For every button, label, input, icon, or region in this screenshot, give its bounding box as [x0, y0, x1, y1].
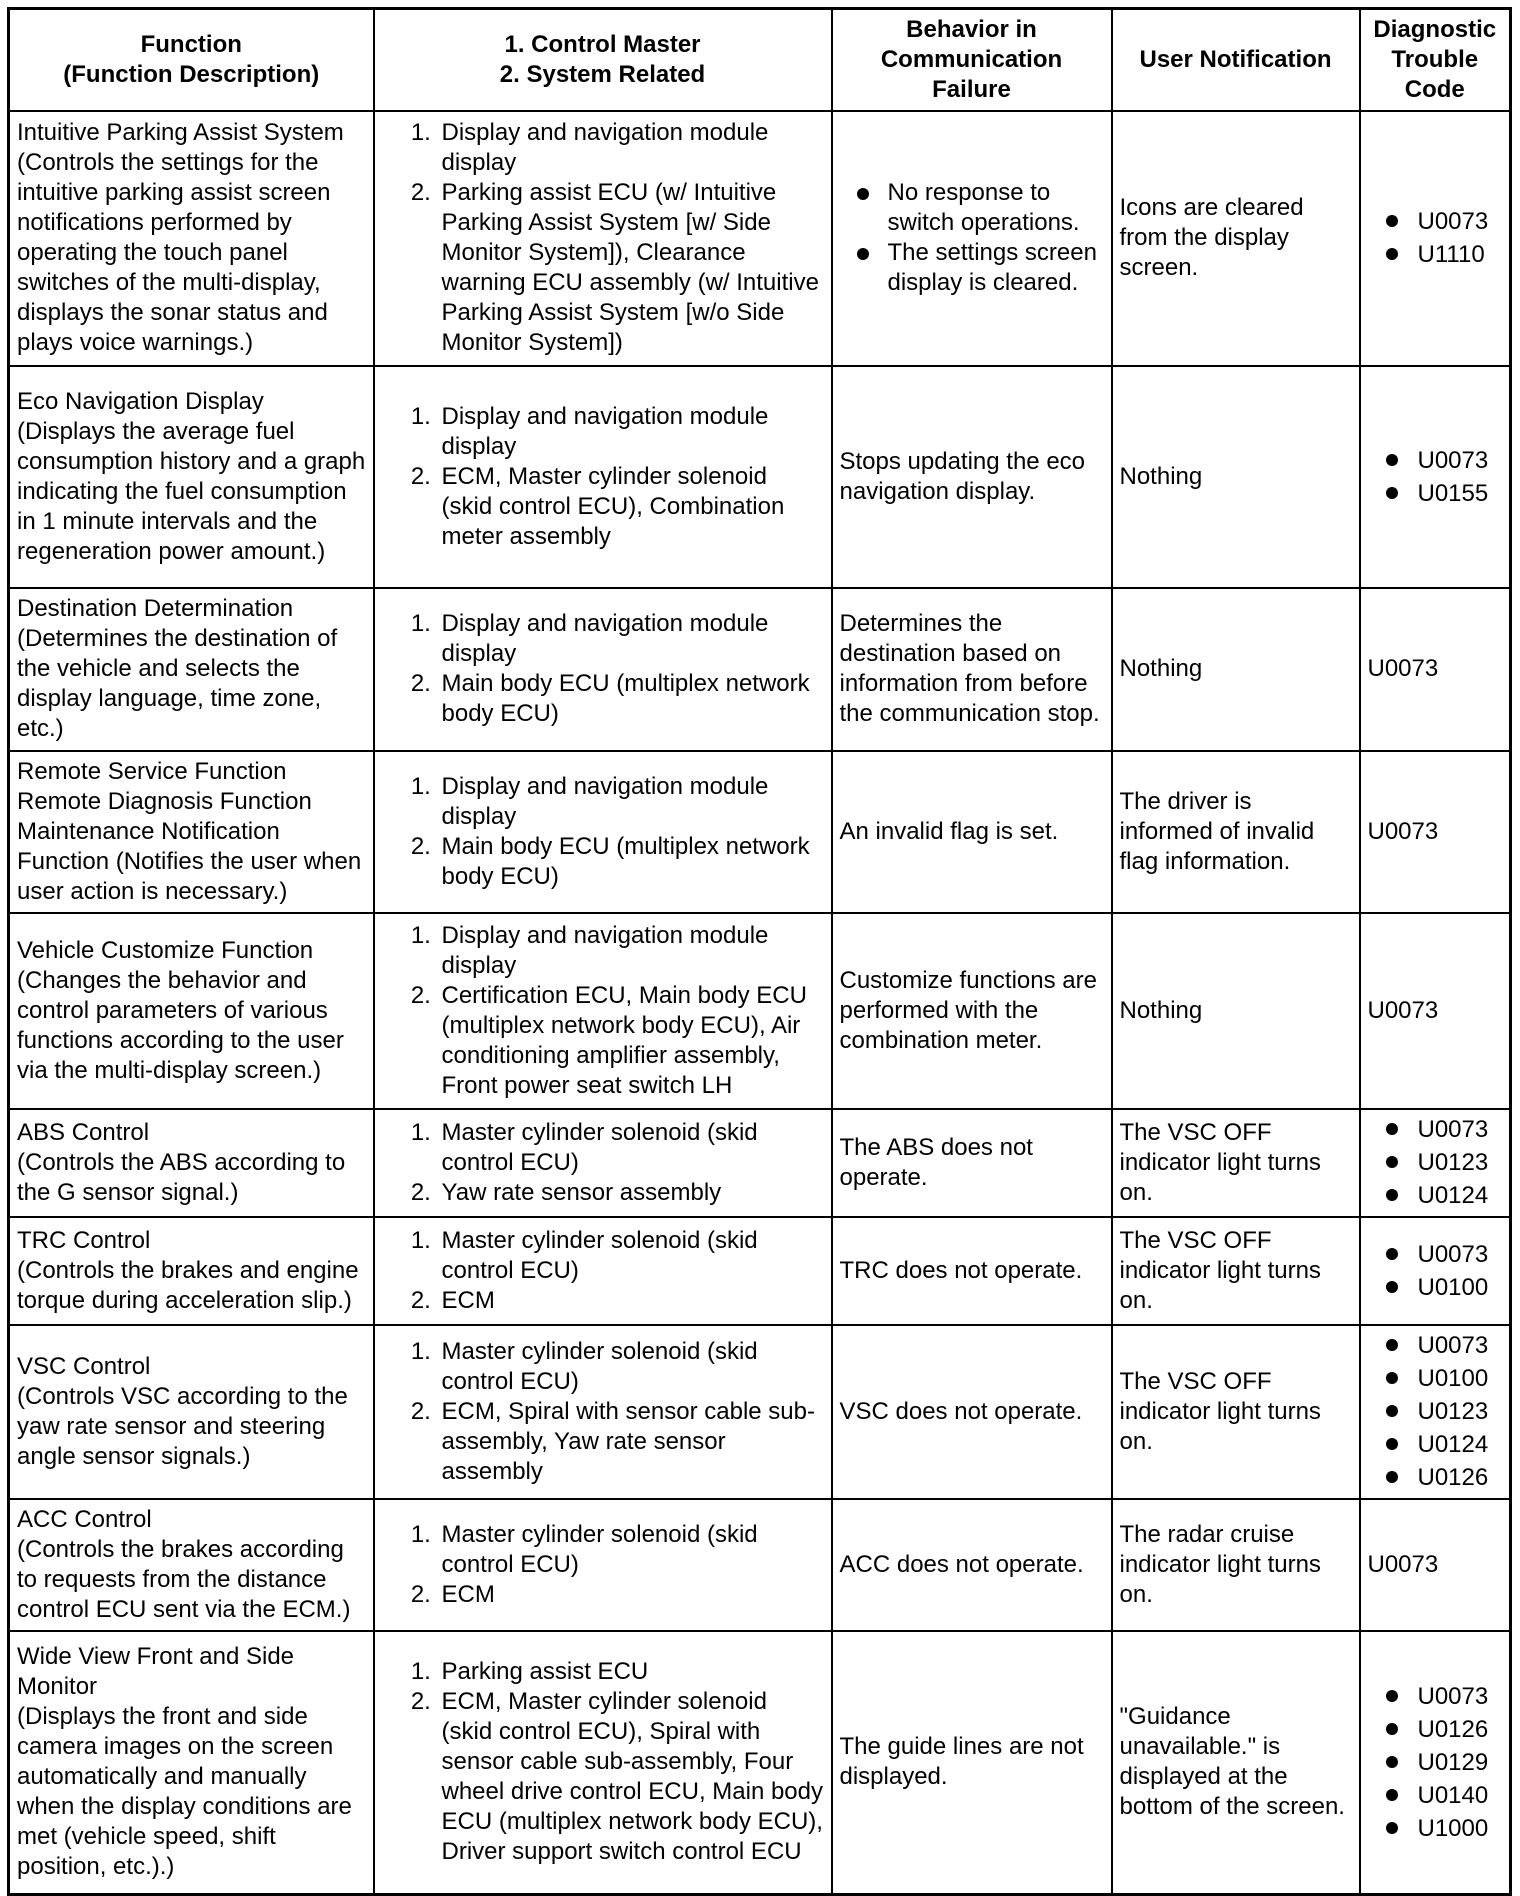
dtc-code: U0073: [1418, 205, 1503, 238]
user-notification-cell: [1112, 588, 1360, 751]
behavior-text: Customize functions are performed with the combination meter.: [839, 966, 1097, 1054]
behavior-cell: [832, 1217, 1112, 1325]
control-master-cell: [374, 366, 832, 588]
user-notification-cell: [1112, 751, 1360, 913]
control-list-item: 1. Display and navigation module display: [438, 921, 824, 981]
dtc-cell: [1360, 366, 1511, 588]
dtc-code: U0123: [1418, 1395, 1503, 1428]
function-description: Remote Diagnosis Function Maintenance Notification Function (Notifies the user when user action is necessary.): [17, 787, 362, 905]
user-notification-text: The VSC OFF indicator light turns on.: [1119, 1367, 1321, 1455]
control-list-item: 1. Master cylinder solenoid (skid control ECU): [438, 1226, 824, 1286]
control-list-item: 1. Display and navigation module display: [438, 609, 824, 669]
function-cell: [9, 588, 374, 751]
function-title: Intuitive Parking Assist System: [17, 119, 344, 146]
dtc-code: U0126: [1418, 1713, 1503, 1746]
control-list-item: 2. ECM: [438, 1286, 824, 1316]
user-notification-cell: [1112, 366, 1360, 588]
function-description: (Controls the ABS according to the G sensor signal.): [17, 1148, 346, 1206]
function-description: (Controls the brakes and engine torque during acceleration slip.): [17, 1256, 359, 1314]
dtc-code: U0073: [1418, 1680, 1503, 1713]
table-row: [9, 111, 1511, 366]
user-notification-cell: [1112, 1217, 1360, 1325]
table-body: [9, 111, 1511, 1895]
control-list-item: 1. Display and navigation module display: [438, 772, 824, 832]
control-list: [382, 402, 824, 552]
control-list: [382, 1118, 824, 1208]
function-title: Eco Navigation Display: [17, 387, 264, 415]
table-row: [9, 1109, 1511, 1217]
control-master-cell: [374, 1217, 832, 1325]
dtc-list: [1368, 1680, 1503, 1845]
table-row: [9, 366, 1511, 588]
control-list: [382, 921, 824, 1101]
user-notification-text: The driver is informed of invalid flag information.: [1119, 787, 1315, 875]
control-list: [382, 1520, 824, 1610]
table-row: [9, 913, 1511, 1109]
function-cell: [9, 1631, 374, 1895]
dtc-code: U0124: [1418, 1428, 1503, 1461]
dtc-code: U0073: [1418, 444, 1503, 477]
control-list-item: 2. ECM, Master cylinder solenoid (skid control ECU), Spiral with sensor cable sub-assembly, Four wheel drive control ECU, Main body ECU (multiplex network body ECU), Driver support switch control ECU: [438, 1687, 824, 1867]
behavior-text: An invalid flag is set.: [839, 817, 1059, 845]
behavior-text: TRC does not operate.: [839, 1256, 1083, 1284]
dtc-list: [1368, 1113, 1503, 1212]
behavior-cell: [832, 1499, 1112, 1631]
function-description: (Changes the behavior and control parameters of various functions according to the user via the multi-display screen.): [17, 966, 344, 1084]
function-description: (Controls the brakes according to requests from the distance control ECU sent via the ECM.): [17, 1535, 351, 1623]
user-notification-cell: [1112, 1325, 1360, 1499]
dtc-cell: [1360, 1109, 1511, 1217]
control-list-item: 2. Main body ECU (multiplex network body ECU): [438, 832, 824, 892]
function-cell: [9, 1499, 374, 1631]
behavior-list-item: No response to switch operations.: [888, 178, 1104, 238]
user-notification-cell: [1112, 1631, 1360, 1895]
control-list: [382, 1337, 824, 1487]
function-cell: [9, 1217, 374, 1325]
control-list-item: 1. Master cylinder solenoid (skid control ECU): [438, 1118, 824, 1178]
behavior-cell: [832, 913, 1112, 1109]
control-list: [382, 772, 824, 892]
table-row: [9, 588, 1511, 751]
function-title: VSC Control: [17, 1352, 151, 1380]
function-title: TRC Control: [17, 1226, 151, 1254]
behavior-list-item: The settings screen display is cleared.: [888, 238, 1104, 298]
behavior-cell: [832, 1631, 1112, 1895]
control-master-cell: [374, 1499, 832, 1631]
control-list: [382, 609, 824, 729]
control-list: [382, 1657, 824, 1867]
dtc-code: U0073: [1367, 817, 1439, 845]
dtc-code: U0124: [1418, 1179, 1503, 1212]
dtc-cell: [1360, 913, 1511, 1109]
dtc-code: U0129: [1418, 1746, 1503, 1779]
table-row: [9, 1325, 1511, 1499]
control-list-item: 2. ECM, Spiral with sensor cable sub-assembly, Yaw rate sensor assembly: [438, 1397, 824, 1487]
control-list-item: 2. Parking assist ECU (w/ Intuitive Parking Assist System [w/ Side Monitor System]), Clearance warning ECU assembly (w/ Intuitive Parking Assist System [w/o Side Monitor System]): [438, 178, 824, 358]
function-description: (Displays the front and side camera images on the screen automatically and manually when the display conditions are met (vehicle speed, shift position, etc.).): [17, 1703, 352, 1881]
function-cell: [9, 913, 374, 1109]
user-notification-cell: [1112, 1109, 1360, 1217]
control-list-item: 2. ECM: [438, 1580, 824, 1610]
dtc-code: U1000: [1418, 1812, 1503, 1845]
control-list-item: 2. ECM, Master cylinder solenoid (skid control ECU), Combination meter assembly: [438, 462, 824, 552]
dtc-code: U0140: [1418, 1779, 1503, 1812]
function-description: (Controls VSC according to the yaw rate sensor and steering angle sensor signals.): [17, 1382, 348, 1470]
behavior-text: The ABS does not operate.: [839, 1133, 1033, 1191]
user-notification-text: Nothing: [1119, 462, 1203, 490]
control-list-item: 2. Certification ECU, Main body ECU (multiplex network body ECU), Air conditioning amplifier assembly, Front power seat switch LH: [438, 981, 824, 1101]
dtc-code: U0100: [1418, 1271, 1503, 1304]
behavior-cell: [832, 1325, 1112, 1499]
dtc-list: [1368, 444, 1503, 510]
control-list-item: 2. Yaw rate sensor assembly: [438, 1178, 824, 1208]
function-cell: [9, 1325, 374, 1499]
function-cell: [9, 751, 374, 913]
header-user-notification: User Notification: [1112, 9, 1360, 111]
control-list-item: 1. Master cylinder solenoid (skid control ECU): [438, 1520, 824, 1580]
behavior-text: Determines the destination based on information from before the communication stop.: [839, 610, 1100, 727]
dtc-list: [1368, 1238, 1503, 1304]
dtc-list: [1368, 205, 1503, 271]
function-cell: [9, 111, 374, 366]
user-notification-cell: [1112, 913, 1360, 1109]
behavior-list: [840, 178, 1104, 298]
dtc-cell: [1360, 1217, 1511, 1325]
dtc-cell: [1360, 588, 1511, 751]
dtc-code: U0073: [1418, 1329, 1503, 1362]
user-notification-text: The radar cruise indicator light turns on.: [1119, 1520, 1321, 1608]
header-row: [9, 9, 1511, 111]
user-notification-text: Nothing: [1119, 996, 1203, 1024]
header-control-master: 1. Control Master 2. System Related: [374, 9, 832, 111]
function-cell: [9, 366, 374, 588]
function-title: ACC Control: [17, 1505, 152, 1533]
function-description: (Displays the average fuel consumption history and a graph indicating the fuel consumption in 1 minute intervals and the regeneration power amount.): [17, 417, 366, 565]
control-list: [382, 118, 824, 358]
control-master-cell: [374, 913, 832, 1109]
table-row: [9, 751, 1511, 913]
header-function: Function (Function Description): [9, 9, 374, 111]
control-list-item: 2. Main body ECU (multiplex network body ECU): [438, 669, 824, 729]
control-list-item: 1. Parking assist ECU: [438, 1657, 824, 1687]
dtc-code: U0073: [1418, 1113, 1503, 1146]
function-title: Wide View Front and Side Monitor: [17, 1643, 295, 1701]
behavior-cell: [832, 588, 1112, 751]
behavior-cell: [832, 751, 1112, 913]
control-master-cell: [374, 588, 832, 751]
function-cell: [9, 1109, 374, 1217]
behavior-text: Stops updating the eco navigation display.: [839, 447, 1086, 505]
dtc-code: U0126: [1418, 1461, 1503, 1494]
behavior-cell: [832, 111, 1112, 366]
control-master-cell: [374, 1631, 832, 1895]
dtc-code: U0100: [1418, 1362, 1503, 1395]
user-notification-text: Nothing: [1119, 655, 1203, 682]
behavior-cell: [832, 1109, 1112, 1217]
dtc-code: U0073: [1367, 996, 1439, 1024]
table-row: [9, 1217, 1511, 1325]
table-row: [9, 1631, 1511, 1895]
user-notification-cell: [1112, 111, 1360, 366]
dtc-code: U0073: [1367, 655, 1439, 682]
function-title: Vehicle Customize Function: [17, 936, 314, 964]
header-behavior: Behavior in Communication Failure: [832, 9, 1112, 111]
dtc-code: U1110: [1418, 238, 1503, 271]
function-title: Destination Determination: [17, 595, 294, 622]
behavior-text: The guide lines are not displayed.: [839, 1733, 1084, 1791]
header-dtc: Diagnostic Trouble Code: [1360, 9, 1511, 111]
function-title: ABS Control: [17, 1118, 150, 1146]
dtc-cell: [1360, 111, 1511, 366]
user-notification-text: The VSC OFF indicator light turns on.: [1119, 1118, 1321, 1206]
dtc-code: U0073: [1418, 1238, 1503, 1271]
behavior-text: ACC does not operate.: [839, 1550, 1084, 1578]
dtc-code: U0123: [1418, 1146, 1503, 1179]
user-notification-text: "Guidance unavailable." is displayed at the bottom of the screen.: [1119, 1703, 1345, 1821]
control-list-item: 1. Master cylinder solenoid (skid control ECU): [438, 1337, 824, 1397]
user-notification-cell: [1112, 1499, 1360, 1631]
dtc-cell: [1360, 1499, 1511, 1631]
control-list-item: 1. Display and navigation module display: [438, 118, 824, 178]
dtc-cell: [1360, 1631, 1511, 1895]
control-list: [382, 1226, 824, 1316]
table-row: [9, 1499, 1511, 1631]
user-notification-text: The VSC OFF indicator light turns on.: [1119, 1226, 1321, 1314]
function-description: (Controls the settings for the intuitive parking assist screen notifications performed by operating the touch panel switches of the multi-display, displays the sonar status and plays voice warnings.): [17, 149, 331, 356]
control-list-item: 1. Display and navigation module display: [438, 402, 824, 462]
behavior-text: VSC does not operate.: [839, 1397, 1083, 1425]
control-master-cell: [374, 1325, 832, 1499]
dtc-cell: [1360, 751, 1511, 913]
control-master-cell: [374, 751, 832, 913]
control-master-cell: [374, 1109, 832, 1217]
function-description: (Determines the destination of the vehicle and selects the display language, time zone, etc.): [17, 625, 338, 742]
behavior-cell: [832, 366, 1112, 588]
dtc-list: [1368, 1329, 1503, 1494]
function-title: Remote Service Function: [17, 757, 287, 785]
dtc-cell: [1360, 1325, 1511, 1499]
can-communication-function-table: [7, 7, 1512, 1896]
dtc-code: U0073: [1367, 1550, 1439, 1578]
user-notification-text: Icons are cleared from the display screen.: [1119, 194, 1304, 281]
control-master-cell: [374, 111, 832, 366]
dtc-code: U0155: [1418, 477, 1503, 510]
